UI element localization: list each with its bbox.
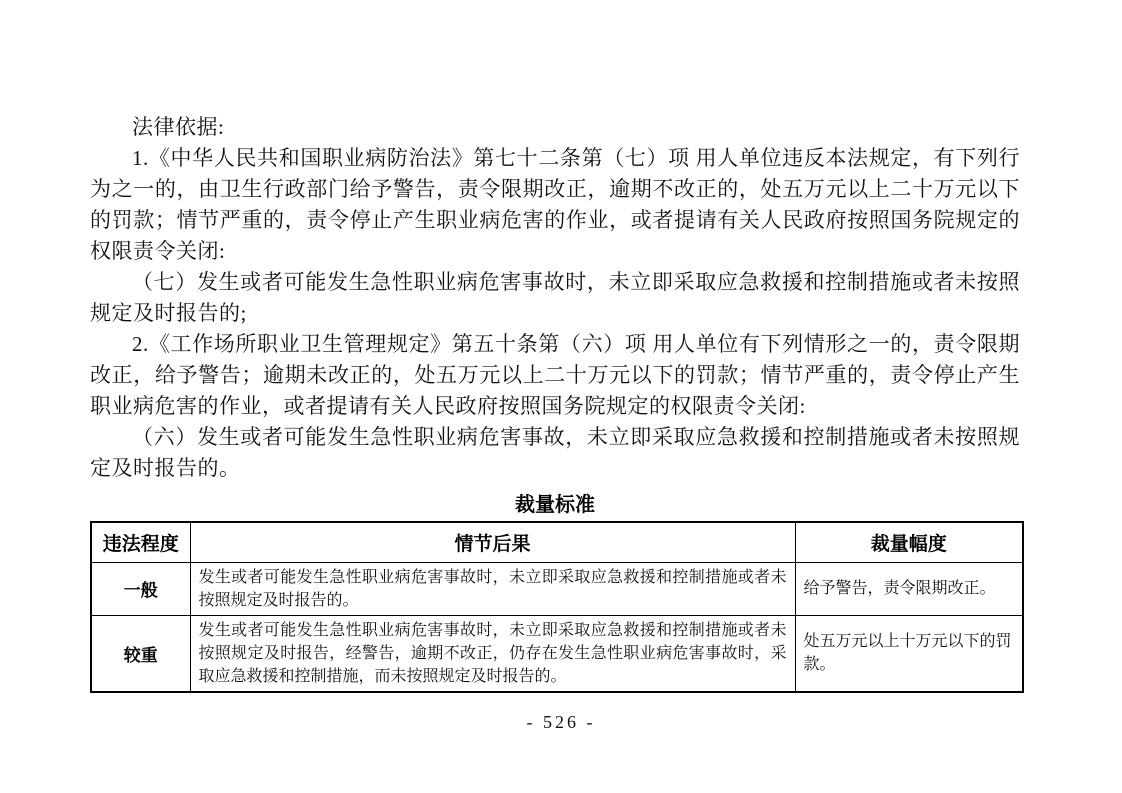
circumstances-cell: 发生或者可能发生急性职业病危害事故时，未立即采取应急救援和控制措施或者未按照规定及时报告的。 (190, 562, 795, 615)
table-header-circumstances: 情节后果 (190, 522, 795, 562)
page-number: - 526 - (526, 712, 596, 732)
circumstances-cell: 发生或者可能发生急性职业病危害事故时，未立即采取应急救援和控制措施或者未按照规定及时报告，经警告，逾期不改正，仍存在发生急性职业病危害事故时，采取应急救援和控制措施，而未按照规定及时报告的。 (190, 615, 795, 692)
document-body (90, 112, 1020, 693)
table-header-discretion-range: 裁量幅度 (795, 522, 1023, 562)
legal-text-paragraph-2: （七）发生或者可能发生急性职业病危害事故时，未立即采取应急救援和控制措施或者未按照规定及时报告的; (90, 270, 1020, 325)
discretion-standards-table (90, 521, 1024, 693)
violation-level-cell: 一般 (91, 562, 190, 615)
table-header-row (91, 522, 1023, 562)
discretion-range-cell: 处五万元以上十万元以下的罚款。 (795, 615, 1023, 692)
legal-text-paragraph-1: 1.《中华人民共和国职业病防治法》第七十二条第（七）项 用人单位违反本法规定，有下列行为之一的，由卫生行政部门给予警告，责令限期改正，逾期不改正的，处五万元以上二十万元以下的罚款；情节严重的，责令停止产生职业病危害的作业，或者提请有关人民政府按照国务院规定的权限责令关闭: (90, 146, 1020, 263)
legal-text-paragraph-3: 2.《工作场所职业卫生管理规定》第五十条第（六）项 用人单位有下列情形之一的，责令限期改正，给予警告；逾期未改正的，处五万元以上二十万元以下的罚款；情节严重的，责令停止产生职业病危害的作业，或者提请有关人民政府按照国务院规定的权限责令关闭: (90, 332, 1020, 418)
table-row-serious (91, 615, 1023, 692)
legal-text-paragraph-4: （六）发生或者可能发生急性职业病危害事故，未立即采取应急救援和控制措施或者未按照规定及时报告的。 (90, 425, 1020, 480)
table-title: 裁量标准 (515, 494, 595, 516)
violation-level-cell: 较重 (91, 615, 190, 692)
legal-basis-heading: 法律依据: (132, 115, 225, 139)
table-row-general (91, 562, 1023, 615)
table-header-violation-level: 违法程度 (91, 522, 190, 562)
discretion-range-cell: 给予警告，责令限期改正。 (795, 562, 1023, 615)
